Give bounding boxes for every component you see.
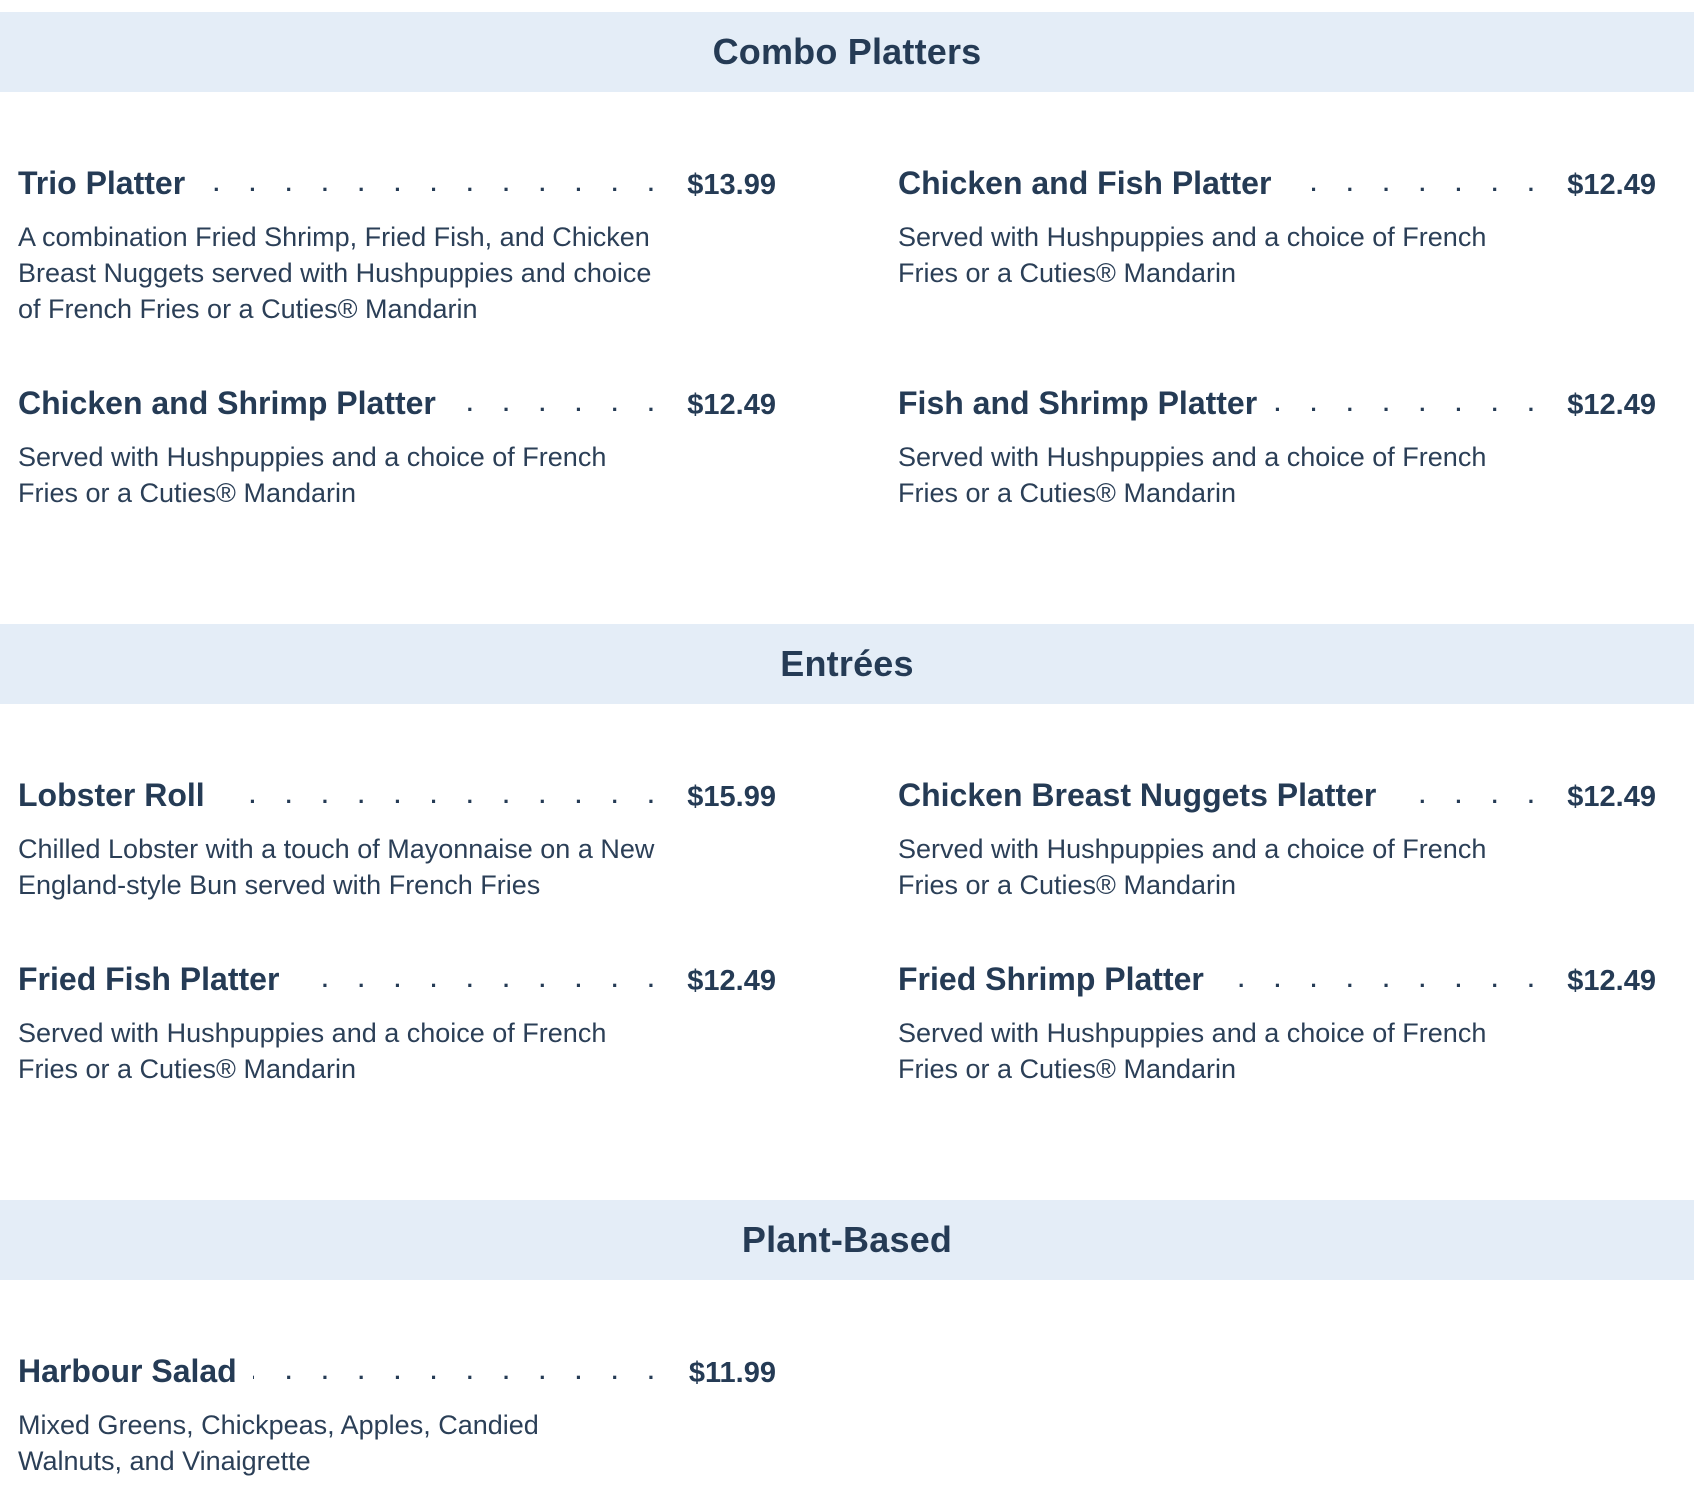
dot-leader <box>295 967 654 993</box>
section-header-entrees <box>0 624 1694 704</box>
item-price: $15.99 <box>687 781 776 813</box>
item-name: Fried Shrimp Platter <box>898 961 1204 997</box>
item-price: $11.99 <box>688 1357 776 1389</box>
item-description: Mixed Greens, Chickpeas, Apples, Candied Walnuts, and Vinaigrette <box>18 1410 539 1476</box>
item-name: Harbour Salad <box>18 1353 237 1389</box>
item-price: $12.49 <box>1567 169 1656 201</box>
item-description: Served with Hushpuppies and a choice of French Fries or a Cuties® Mandarin <box>898 442 1487 508</box>
menu-item-lobster-roll <box>18 777 776 903</box>
item-description: Served with Hushpuppies and a choice of French Fries or a Cuties® Mandarin <box>18 442 607 508</box>
dot-leader <box>253 1359 654 1385</box>
menu-item-fish-and-shrimp-platter <box>898 385 1656 511</box>
item-description: A combination Fried Shrimp, Fried Fish, and Chicken Breast Nuggets served with Hushpuppies and choice of French Fries or a Cuties® Mandarin <box>18 222 652 324</box>
item-name: Fried Fish Platter <box>18 961 280 997</box>
section-title: Combo Platters <box>712 31 982 72</box>
menu-item-chicken-and-shrimp-platter <box>18 385 776 511</box>
menu-item-fried-fish-platter <box>18 961 776 1087</box>
item-price: $12.49 <box>1567 389 1656 421</box>
menu-item-chicken-and-fish-platter <box>898 165 1656 291</box>
section-header-plant-based <box>0 1200 1694 1280</box>
menu-item-chicken-breast-nuggets-platter <box>898 777 1656 903</box>
menu-item-fried-shrimp-platter <box>898 961 1656 1087</box>
menu-item-harbour-salad <box>18 1353 776 1479</box>
dot-leader <box>201 171 654 197</box>
section-title: Entrées <box>780 643 914 684</box>
item-price: $12.49 <box>1567 965 1656 997</box>
item-name: Chicken and Fish Platter <box>898 165 1272 201</box>
dot-leader <box>1220 967 1534 993</box>
item-name: Chicken and Shrimp Platter <box>18 385 436 421</box>
item-description: Served with Hushpuppies and a choice of French Fries or a Cuties® Mandarin <box>898 834 1487 900</box>
item-name: Chicken Breast Nuggets Platter <box>898 777 1377 813</box>
dot-leader <box>221 783 654 809</box>
item-description: Served with Hushpuppies and a choice of French Fries or a Cuties® Mandarin <box>898 1018 1487 1084</box>
menu-item-trio-platter <box>18 165 776 327</box>
item-price: $12.49 <box>1567 781 1656 813</box>
item-name: Trio Platter <box>18 165 186 201</box>
dot-leader <box>1287 171 1534 197</box>
dot-leader <box>1392 783 1534 809</box>
section-title: Plant-Based <box>741 1219 953 1260</box>
item-description: Served with Hushpuppies and a choice of French Fries or a Cuties® Mandarin <box>18 1018 607 1084</box>
dot-leader <box>452 391 654 417</box>
dot-leader <box>1273 391 1534 417</box>
section-header-combo-platters <box>0 12 1694 92</box>
item-price: $12.49 <box>687 965 776 997</box>
item-description: Served with Hushpuppies and a choice of French Fries or a Cuties® Mandarin <box>898 222 1487 288</box>
item-price: $13.99 <box>687 169 776 201</box>
item-name: Lobster Roll <box>18 777 205 813</box>
item-description: Chilled Lobster with a touch of Mayonnaise on a New England-style Bun served with French Fries <box>18 834 655 900</box>
item-name: Fish and Shrimp Platter <box>898 385 1258 421</box>
item-price: $12.49 <box>687 389 776 421</box>
